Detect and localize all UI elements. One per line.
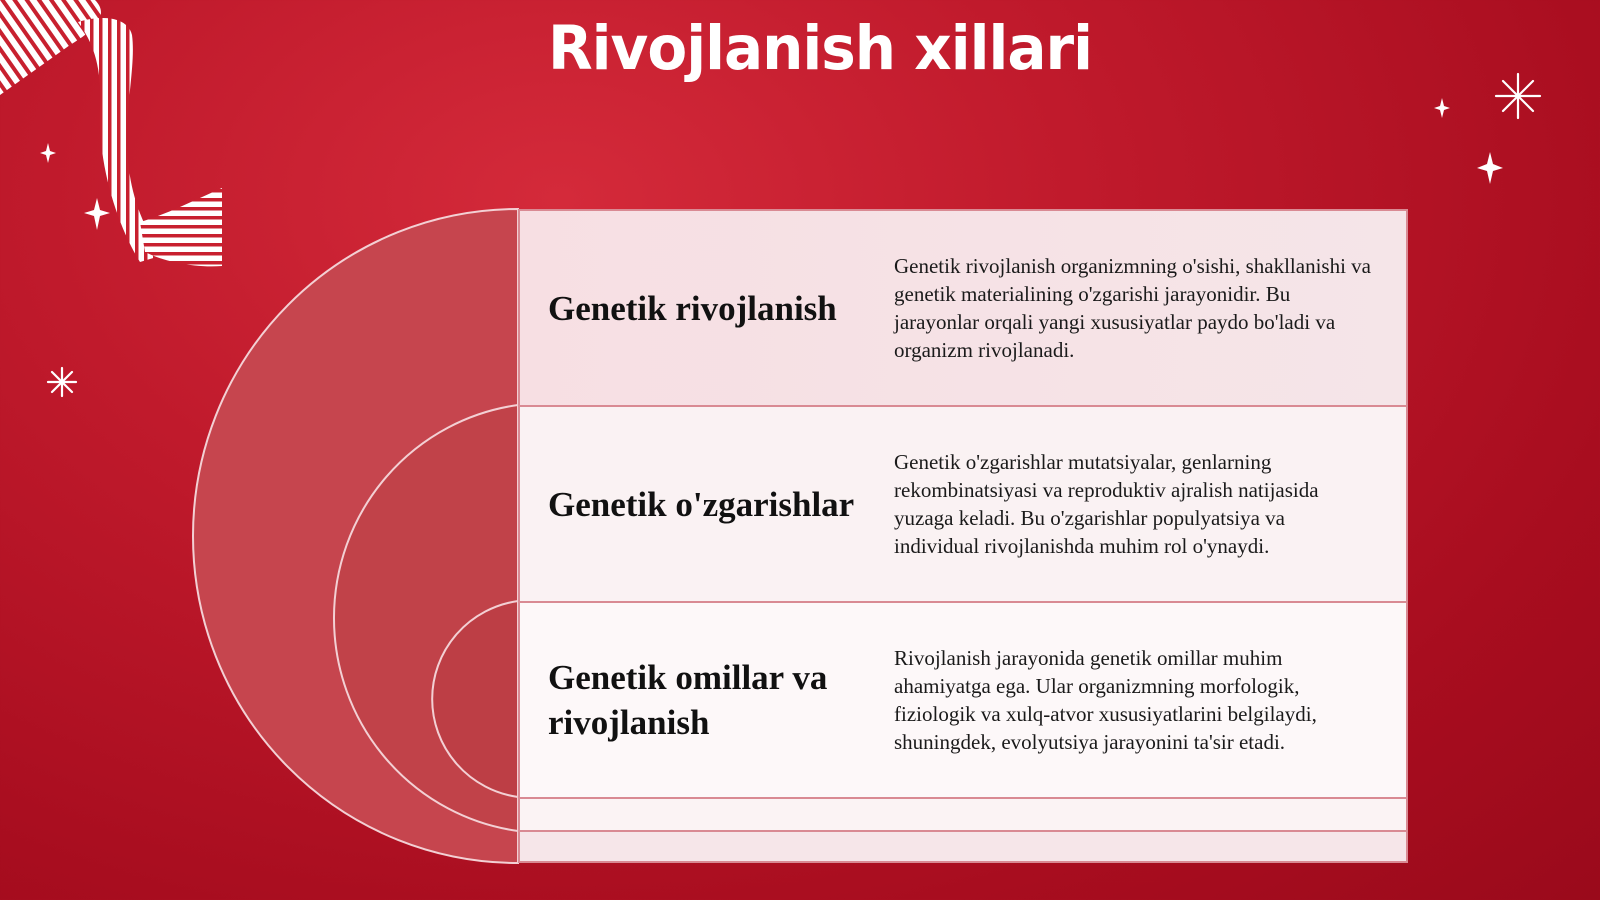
row-heading: Genetik o'zgarishlar [548,484,855,524]
row-description: Genetik rivojlanish organizmning o'sishi, shakllanishi va genetik materialining o'zgarishi jarayonidir. Bu jarayonlar orqali yangi xususiyatlar paydo bo'ladi va organizm rivojlanadi. [894,254,1372,362]
row-description: Rivojlanish jarayonida genetik omillar muhim ahamiyatga ega. Ular organizmning morfologik, fiziologik va xulq-atvor xususiyatlarini belgilaydi, shuningdek, evolyutsiya jarayonini ta'sir etadi. [894,646,1317,754]
row-heading: Genetik omillar va rivojlanish [548,658,828,742]
row-empty [518,797,1408,830]
row-genetik-rivojlanish [518,209,1408,405]
row-heading: Genetik rivojlanish [548,288,837,328]
row-description: Genetik o'zgarishlar mutatsiyalar, genlarning rekombinatsiyasi va reproduktiv ajralish natijasida yuzaga keladi. Bu o'zgarishlar populyatsiya va individual rivojlanishda muhim rol o'ynaydi. [894,450,1319,558]
row-empty [518,830,1408,863]
slide-title: Rivojlanish xillari [548,12,1092,84]
row-genetik-ozgarishlar [518,405,1408,601]
content-table [518,209,1408,863]
row-genetik-omillar [518,601,1408,797]
